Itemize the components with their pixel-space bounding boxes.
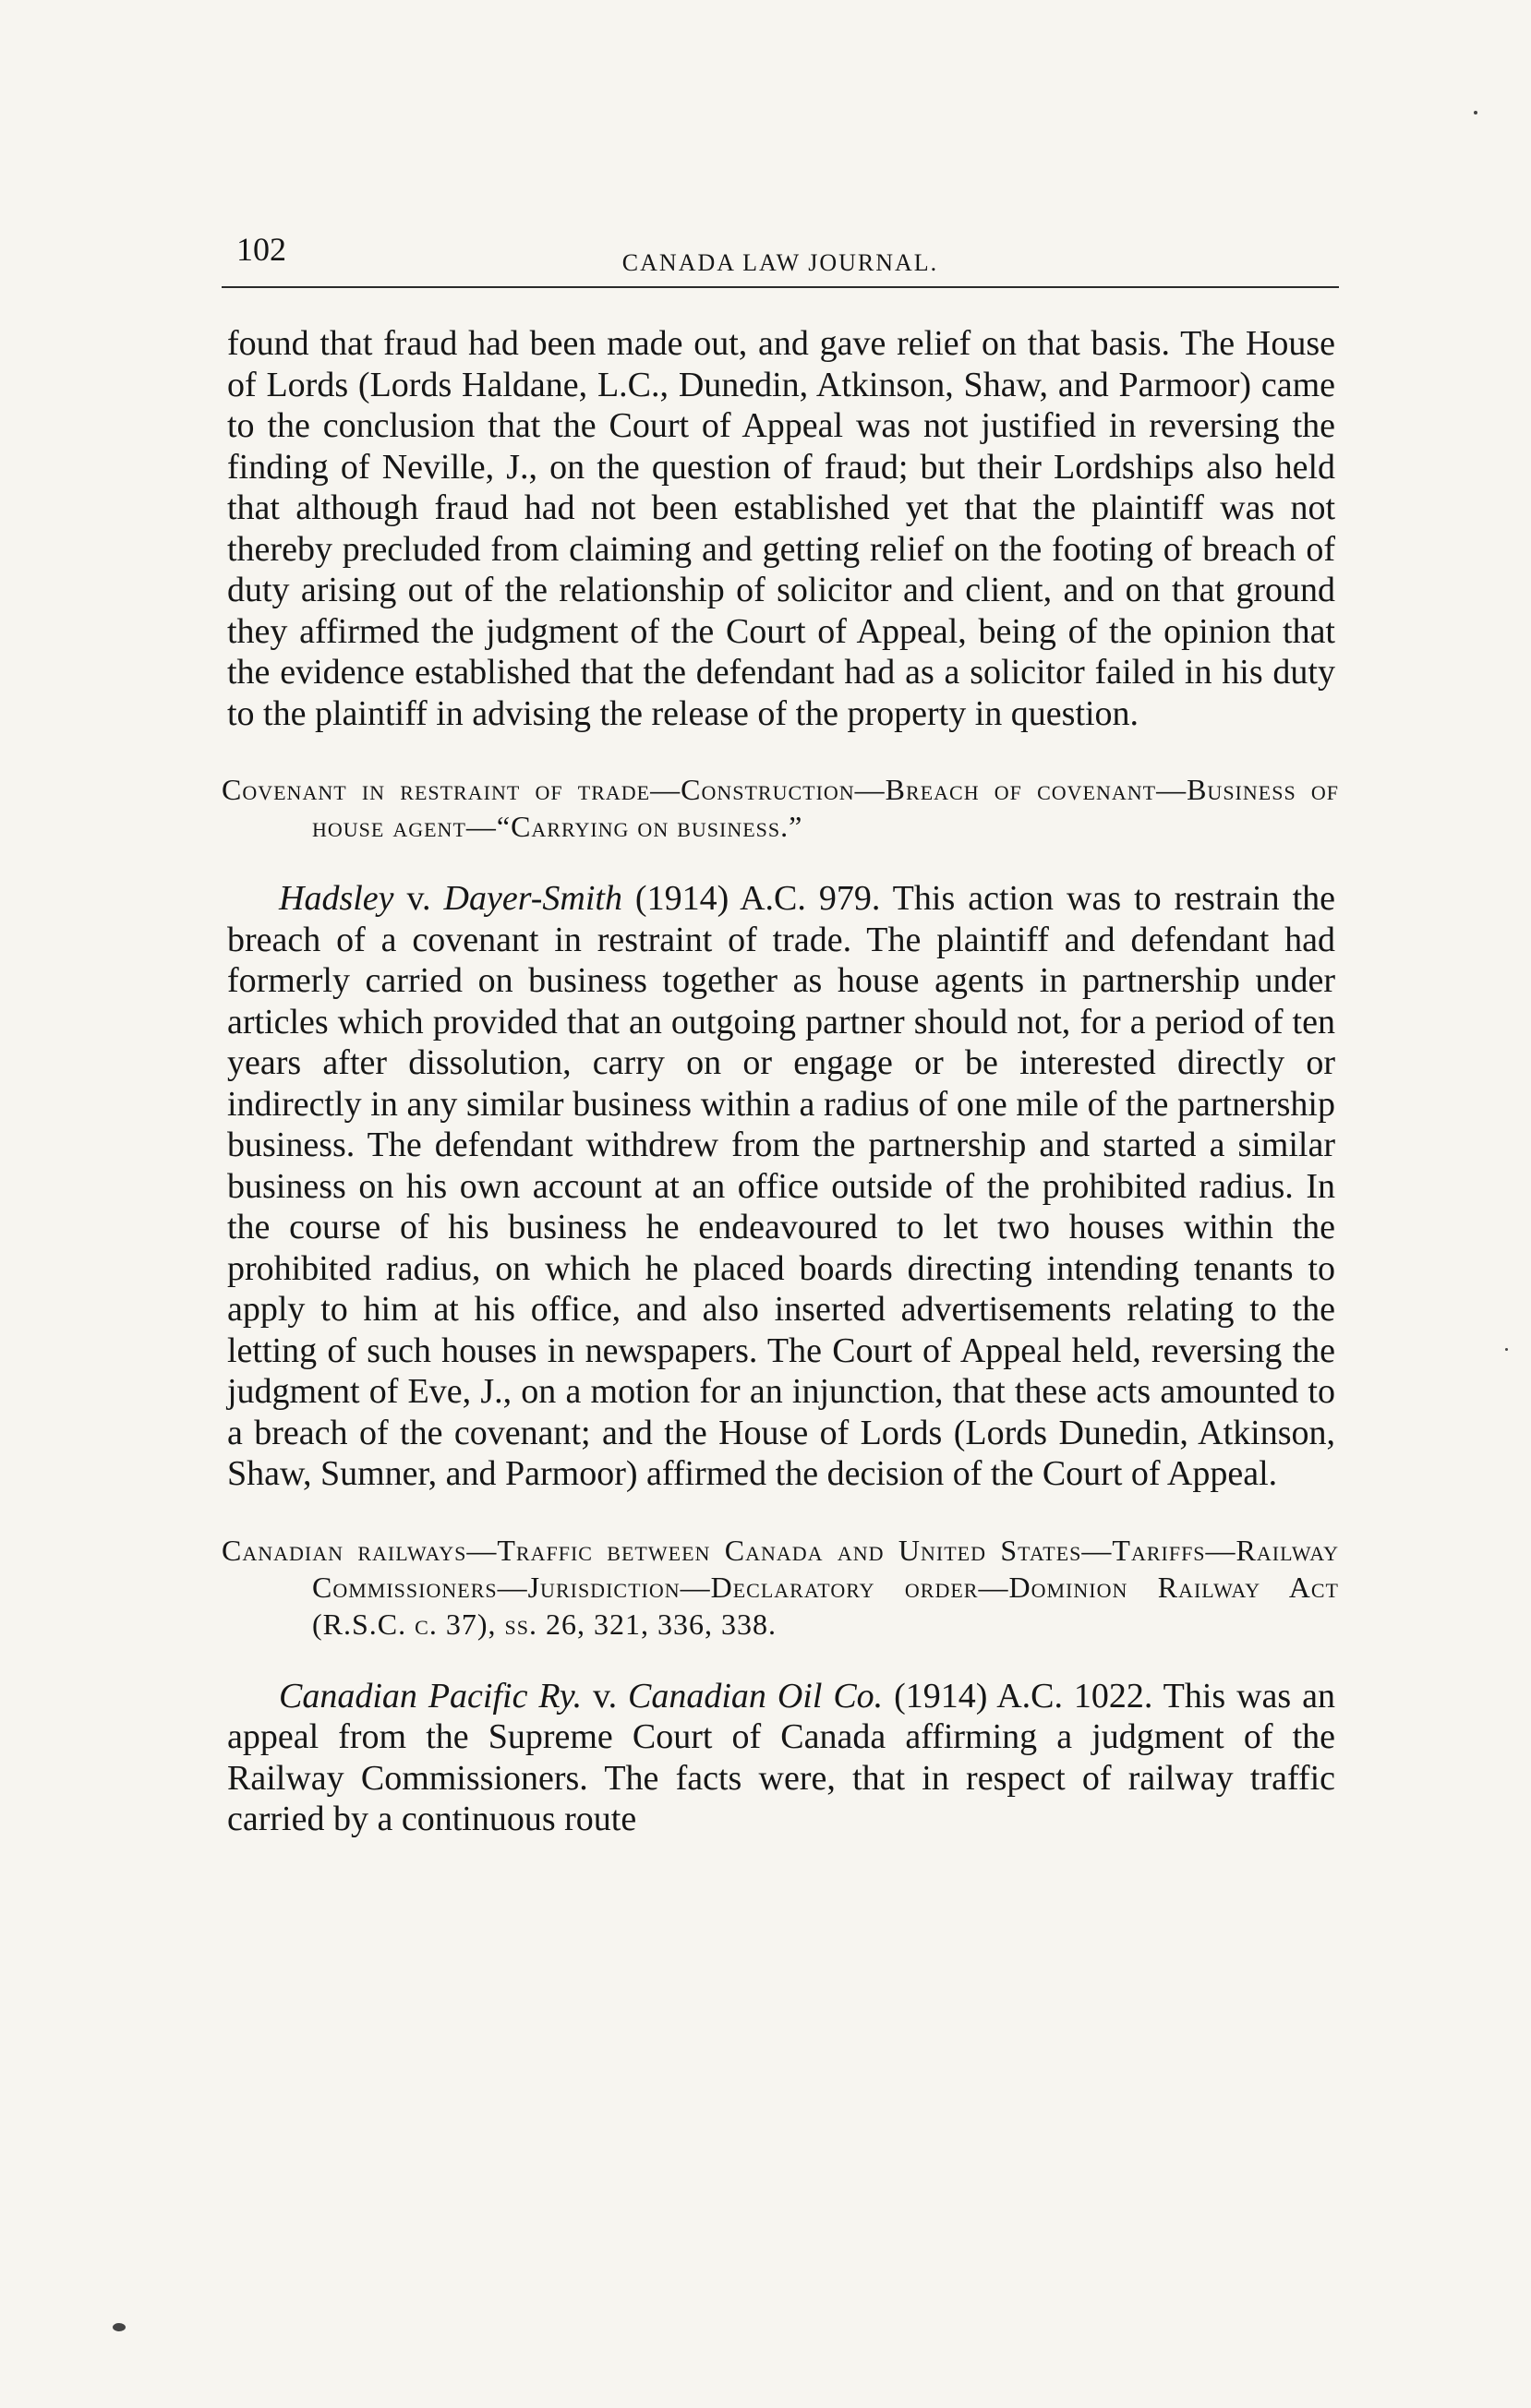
case-name-appellant: Canadian Pacific Ry. xyxy=(279,1676,583,1716)
case-paragraph-hadsley xyxy=(222,878,1339,1495)
case-body-text: (1914) A.C. 979. This action was to restrain the breach of a covenant in restraint of trade. The plaintiff and defendant had formerly carried on business together as house agents in partnership under articles which provided that an outgoing partner should not, for a period of ten years after dissolution, carry on or engage or be interested directly or indirectly in any similar business within a radius of one mile of the partnership business. The defendant withdrew from the partnership and started a similar business on his own account at an office outside of the prohibited radius. In the course of his business he endeavoured to let two houses within the prohibited radius, on which he placed boards directing intending tenants to apply to him at his office, and also inserted advertisements relating to the letting of such houses in newspapers. The Court of Appeal held, reversing the judgment of Eve, J., on a motion for an injunction, that these acts amounted to a breach of the covenant; and the House of Lords (Lords Dunedin, Atkinson, Shaw, Sumner, and Parmoor) affirmed the decision of the Court of Appeal. xyxy=(227,879,1335,1493)
versus-text: v. xyxy=(582,1676,629,1716)
journal-title: CANADA LAW JOURNAL. xyxy=(621,249,939,276)
case-name-defendant: Dayer-Smith xyxy=(443,879,622,918)
case-name-plaintiff: Hadsley xyxy=(279,879,394,918)
versus-text: v. xyxy=(393,879,444,918)
section-heading-railways: Canadian railways—Traffic between Canada and United States—Tariffs—Railway Commissioners—Jurisdiction—Declaratory order—Dominion Railway Act (R.S.C. c. 37), ss. 26, 321, 336, 338. xyxy=(222,1533,1339,1641)
paragraph-continuation: found that fraud had been made out, and gave relief on that basis. The House of Lords (Lords Haldane, L.C., Dunedin, Atkinson, Shaw, and Parmoor) came to the conclusion that the Court of Appeal was not justified in reversing the finding of Neville, J., on the question of fraud; but their Lordships also held that although fraud had not been established yet that the plaintiff was not thereby precluded from claiming and getting relief on the footing of breach of duty arising out of the relationship of solicitor and client, and on that ground they affirmed the judgment of the Court of Appeal, being of the opinion that the evidence established that the defendant had as a solicitor failed in his duty to the plaintiff in advising the release of the property in question. xyxy=(227,324,1335,733)
scan-speck-mark xyxy=(113,2323,126,2331)
page-number: 102 xyxy=(236,231,286,268)
scan-speck-mark xyxy=(1474,111,1477,114)
document-page xyxy=(222,231,1339,1840)
scan-speck-mark xyxy=(1505,1348,1508,1351)
section-heading-covenant: Covenant in restraint of trade—Construction—Breach of covenant—Business of house agent—“Carrying on business.” xyxy=(222,773,1339,843)
running-head xyxy=(222,231,1339,288)
case-paragraph-canadian-pacific xyxy=(222,1676,1339,1840)
case-body-text: (1914) A.C. 1022. This was an appeal from the Supreme Court of Canada affirming a judgment of the Railway Commissioners. The facts were, that in respect of railway traffic carried by a continuous route xyxy=(227,1676,1335,1838)
case-name-respondent: Canadian Oil Co. xyxy=(628,1676,884,1716)
